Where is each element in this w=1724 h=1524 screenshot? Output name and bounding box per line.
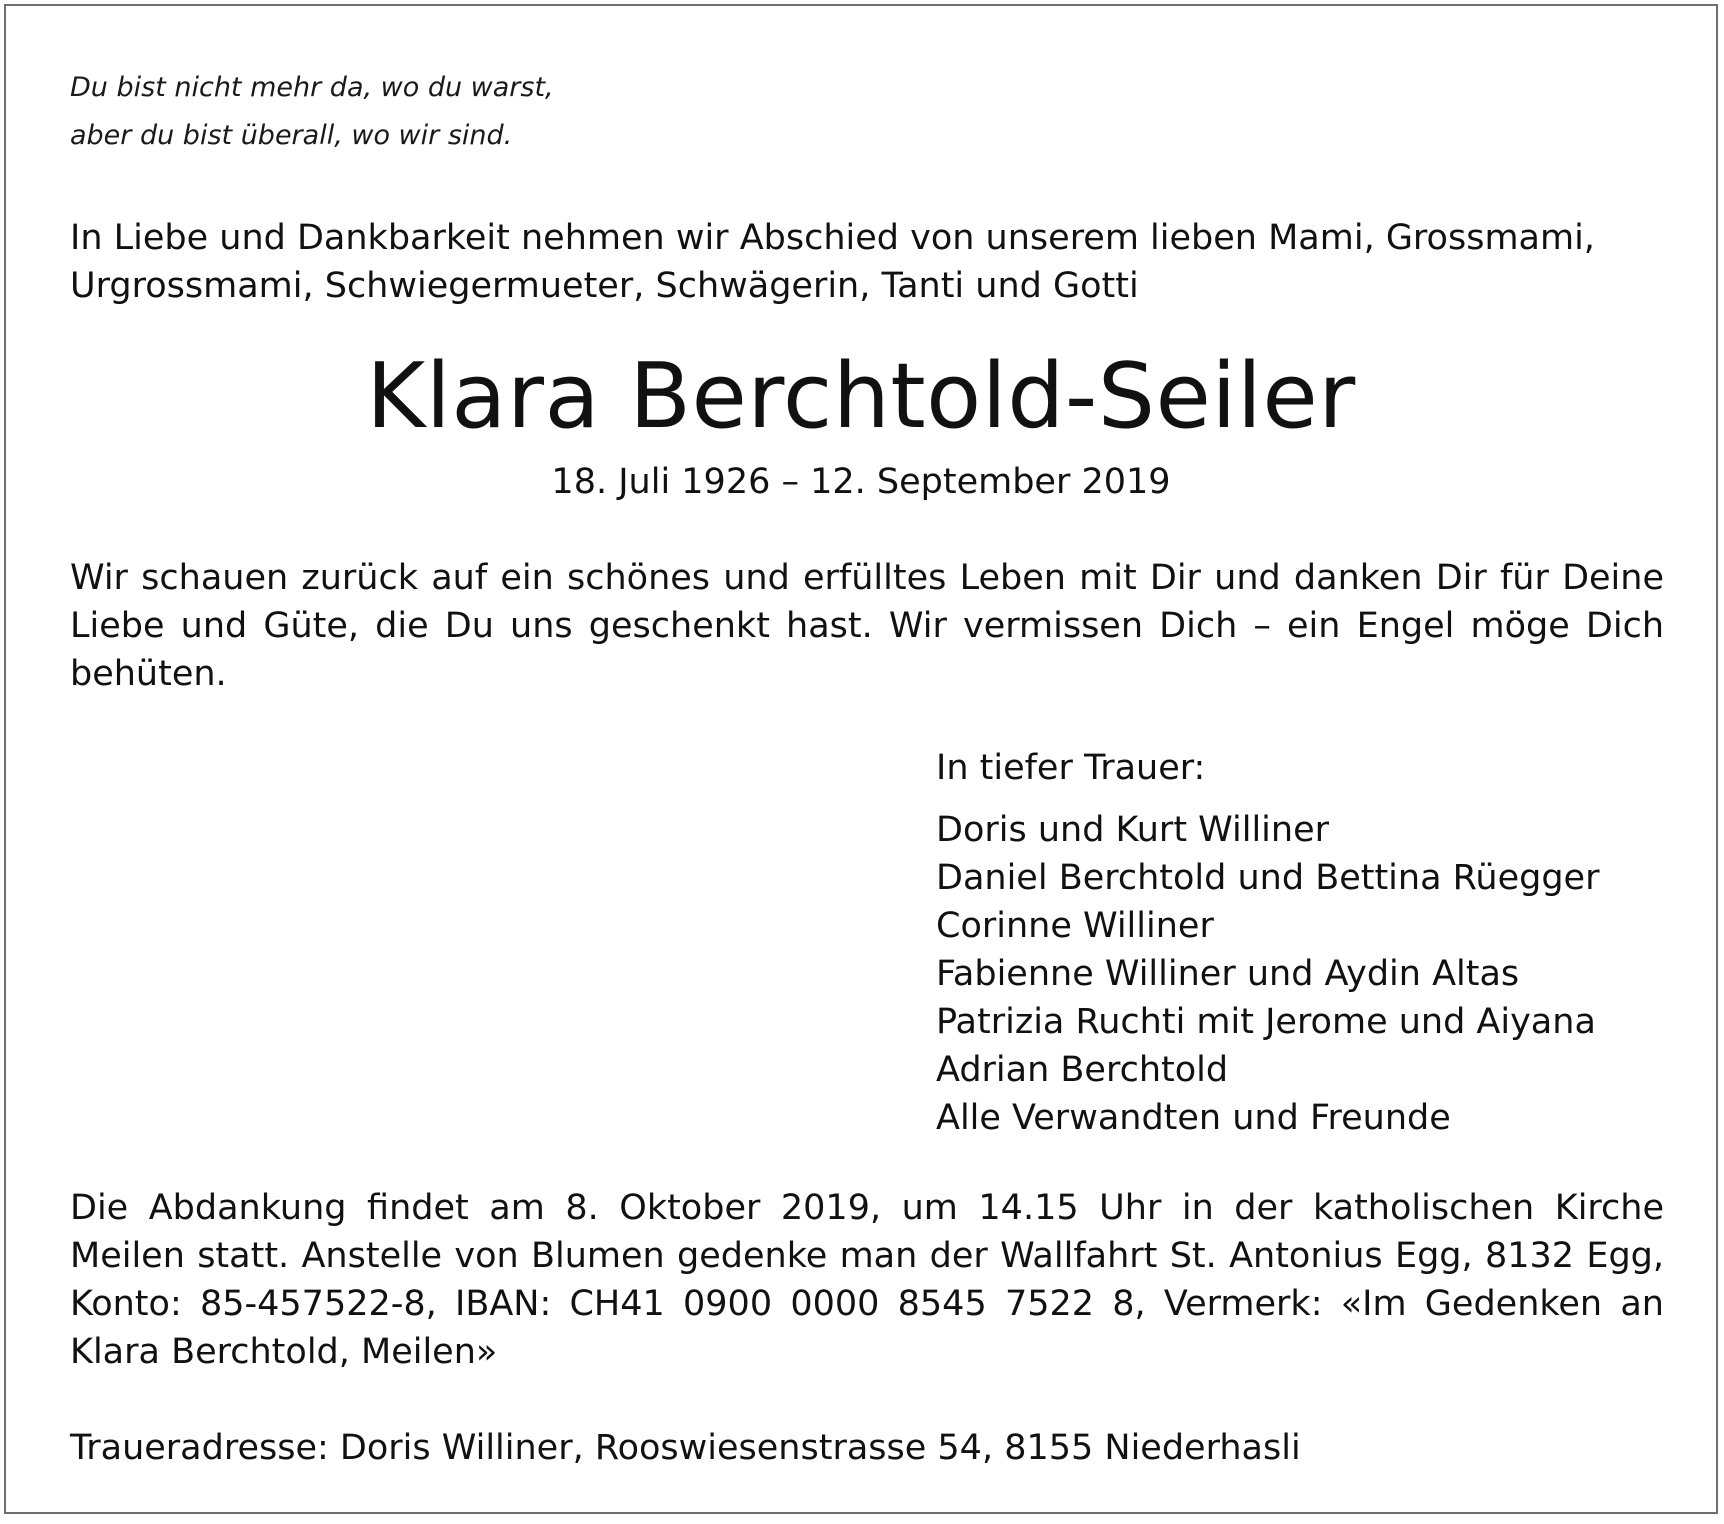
mourner-names xyxy=(936,806,1676,1142)
intro-text: In Liebe und Dankbarkeit nehmen wir Abschied von unserem lieben Mami, Grossmami, Urgrossmami, Schwiegermueter, Schwägerin, Tanti und Gotti xyxy=(70,218,1595,306)
mourners-list xyxy=(936,744,1676,1142)
mourner-name: Doris und Kurt Williner xyxy=(936,810,1330,850)
life-dates: 18. Juli 1926 – 12. September 2019 xyxy=(551,462,1171,502)
obituary-notice xyxy=(4,4,1718,1514)
motto-quote xyxy=(70,64,1664,160)
mourner-name: Corinne Williner xyxy=(936,906,1214,946)
mourner-name: Adrian Berchtold xyxy=(936,1050,1229,1090)
tribute-text: Wir schauen zurück auf ein schönes und erfülltes Leben mit Dir und danken Dir für Deine Liebe und Güte, die Du uns geschenkt hast. Wir vermissen Dich – ein Engel möge Dich behüten. xyxy=(70,558,1664,694)
motto-line-1: Du bist nicht mehr da, wo du warst, xyxy=(70,72,554,103)
motto-line-2: aber du bist überall, wo wir sind. xyxy=(70,120,513,151)
mourner-name: Fabienne Williner und Aydin Altas xyxy=(936,954,1520,994)
mourners-heading: In tiefer Trauer: xyxy=(936,748,1206,788)
service-details: Die Abdankung findet am 8. Oktober 2019, um 14.15 Uhr in der katholischen Kirche Meilen statt. Anstelle von Blumen gedenke man der Wallfahrt St. Antonius Egg, 8132 Egg, Konto: 85-457522-8, IBAN: CH41 0900 0000 8545 7522 8, Vermerk: «Im Gedenken an Klara Berchtold, Meilen» xyxy=(70,1188,1664,1372)
mourner-name: Patrizia Ruchti mit Jerome und Aiyana xyxy=(936,1002,1596,1042)
deceased-name: Klara Berchtold-Seiler xyxy=(366,344,1356,449)
mourner-name: Daniel Berchtold und Bettina Rüegger xyxy=(936,858,1600,898)
mourning-address: Traueradresse: Doris Williner, Rooswiesenstrasse 54, 8155 Niederhasli xyxy=(70,1428,1301,1468)
mourner-name: Alle Verwandten und Freunde xyxy=(936,1098,1451,1138)
